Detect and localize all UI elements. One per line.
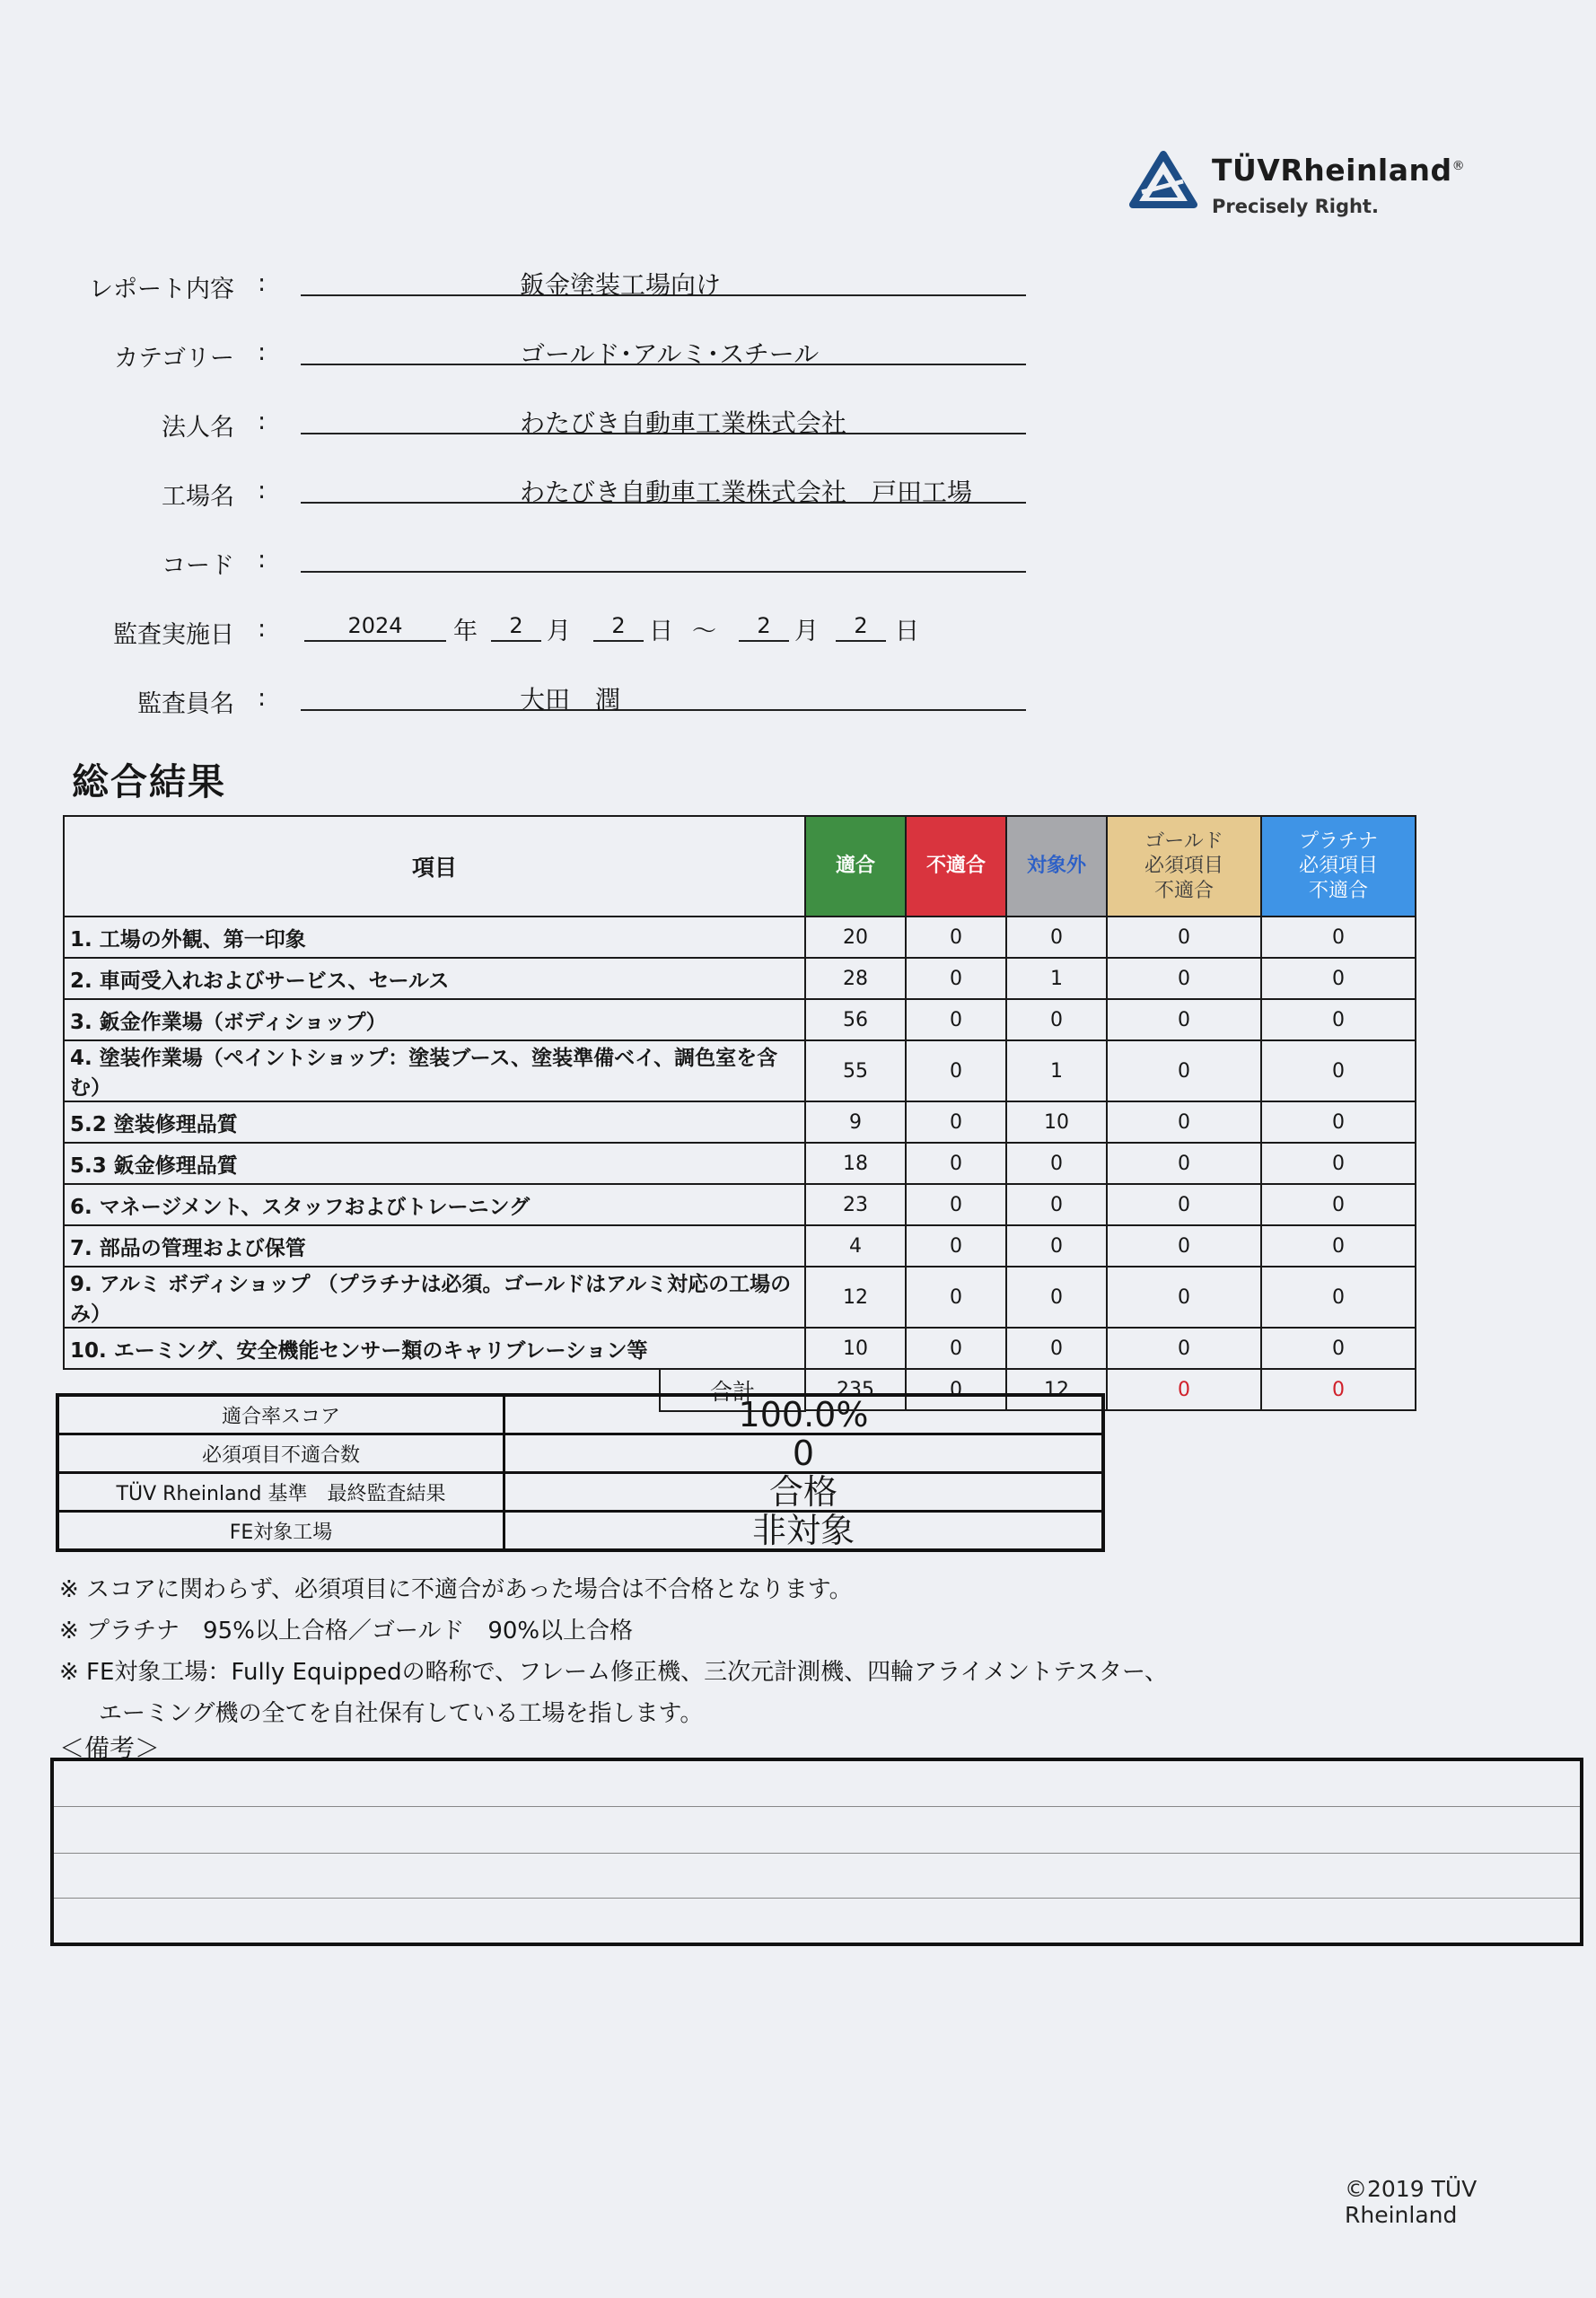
colon: :	[258, 338, 267, 366]
results-header-row	[64, 816, 1416, 917]
table-row	[64, 1040, 1416, 1101]
header-gold-mandatory-fail: ゴールド 必須項目 不適合	[1107, 816, 1261, 917]
colon: :	[258, 546, 267, 574]
header-pass: 適合	[805, 816, 906, 917]
tuv-rheinland-logo	[1129, 144, 1506, 224]
summary-value: 0	[504, 1434, 1104, 1473]
audit-date-row	[85, 602, 1037, 671]
summary-label: FE対象工場	[57, 1512, 504, 1551]
item-cell: 6. マネージメント、スタッフおよびトレーニング	[64, 1184, 805, 1225]
item-cell: 4. 塗装作業場（ペイントショップ：塗装ブース、塗装準備ベイ、調色室を含む）	[64, 1040, 805, 1101]
na-cell: 10	[1006, 1101, 1107, 1143]
total-pass-cell: 235	[805, 1369, 906, 1410]
pass-cell: 55	[805, 1040, 906, 1101]
fail-cell: 0	[906, 958, 1006, 999]
fail-cell: 0	[906, 1101, 1006, 1143]
year-unit: 年	[453, 618, 478, 645]
pass-cell: 28	[805, 958, 906, 999]
item-cell: 10. エーミング、安全機能センサー類のキャリブレーション等	[64, 1328, 805, 1369]
summary-label: 必須項目不適合数	[57, 1434, 504, 1473]
notes	[59, 1569, 1168, 1734]
platinum-cell: 0	[1261, 1328, 1416, 1369]
fail-cell: 0	[906, 1225, 1006, 1267]
audit-day-start: 2	[593, 608, 644, 642]
note-line: エーミング機の全てを自社保有している工場を指します。	[99, 1700, 704, 1727]
code-field	[301, 539, 1026, 573]
auditor-field: 大田 潤	[301, 677, 1026, 711]
platinum-cell: 0	[1261, 1143, 1416, 1184]
colon: :	[258, 477, 267, 504]
category-field: ゴールド･アルミ･スチール	[301, 331, 1026, 365]
table-row	[64, 1328, 1416, 1369]
pass-cell: 4	[805, 1225, 906, 1267]
fail-cell: 0	[906, 1267, 1006, 1328]
logo-tagline: Precisely Right.	[1212, 196, 1379, 217]
note-line: ※ スコアに関わらず、必須項目に不適合があった場合は不合格となります。	[59, 1576, 853, 1603]
na-cell: 0	[1006, 917, 1107, 958]
category-label: カテゴリー	[114, 345, 234, 373]
code-label: コード	[162, 552, 234, 580]
na-cell: 1	[1006, 1040, 1107, 1101]
month-unit: 月	[547, 618, 571, 645]
company-row	[85, 395, 1037, 464]
na-cell: 0	[1006, 1267, 1107, 1328]
day-unit: 日	[649, 618, 673, 645]
colon: :	[258, 269, 267, 297]
table-row	[64, 958, 1416, 999]
company-field: わたびき自動車工業株式会社	[301, 400, 1026, 434]
summary-row	[57, 1395, 1103, 1434]
remarks-line	[54, 1806, 1580, 1807]
gold-cell: 0	[1107, 917, 1261, 958]
colon: :	[258, 408, 267, 435]
fail-cell: 0	[906, 999, 1006, 1040]
header-not-applicable: 対象外	[1006, 816, 1107, 917]
table-row	[64, 999, 1416, 1040]
audit-day-end: 2	[836, 608, 886, 642]
total-platinum-cell: 0	[1261, 1369, 1416, 1410]
gold-cell: 0	[1107, 1143, 1261, 1184]
summary-table	[56, 1393, 1105, 1552]
gold-cell: 0	[1107, 958, 1261, 999]
platinum-cell: 0	[1261, 999, 1416, 1040]
pass-cell: 20	[805, 917, 906, 958]
gold-cell: 0	[1107, 1328, 1261, 1369]
na-cell: 0	[1006, 1143, 1107, 1184]
factory-field: わたびき自動車工業株式会社 戸田工場	[301, 469, 1026, 504]
table-row	[64, 917, 1416, 958]
platinum-cell: 0	[1261, 1184, 1416, 1225]
item-cell: 2. 車両受入れおよびサービス、セールス	[64, 958, 805, 999]
item-cell: 5.2 塗装修理品質	[64, 1101, 805, 1143]
fail-cell: 0	[906, 1328, 1006, 1369]
colon: :	[258, 615, 267, 643]
results-table	[63, 815, 1416, 1411]
date-range-tilde: ～	[692, 618, 716, 645]
code-row	[85, 533, 1037, 602]
summary-label: TÜV Rheinland 基準 最終監査結果	[57, 1473, 504, 1512]
copyright: ©2019 TÜV Rheinland	[1345, 2176, 1478, 2228]
na-cell: 1	[1006, 958, 1107, 999]
na-cell: 0	[1006, 1328, 1107, 1369]
remarks-label: ＜備考＞	[59, 1733, 161, 1763]
summary-body	[57, 1395, 1103, 1550]
section-title: 総合結果	[72, 760, 226, 803]
pass-cell: 9	[805, 1101, 906, 1143]
remarks-line	[54, 1853, 1580, 1854]
summary-value: 合格	[504, 1473, 1104, 1512]
table-row	[64, 1101, 1416, 1143]
report-content-row	[85, 257, 1037, 326]
platinum-cell: 0	[1261, 917, 1416, 958]
audit-date-label: 監査実施日	[113, 621, 234, 649]
header-platinum-mandatory-fail: プラチナ 必須項目 不適合	[1261, 816, 1416, 917]
auditor-row	[85, 671, 1037, 741]
pass-cell: 18	[805, 1143, 906, 1184]
table-row	[64, 1267, 1416, 1328]
total-label: 合計	[659, 1368, 806, 1412]
na-cell: 0	[1006, 999, 1107, 1040]
total-na-cell: 12	[1006, 1369, 1107, 1410]
gold-cell: 0	[1107, 1267, 1261, 1328]
note-line: ※ FE対象工場：Fully Equippedの略称で、フレーム修正機、三次元計測機、四輪アライメントテスター、	[59, 1659, 1169, 1686]
gold-cell: 0	[1107, 1101, 1261, 1143]
gold-cell: 0	[1107, 1040, 1261, 1101]
total-gold-cell: 0	[1107, 1369, 1261, 1410]
company-label: 法人名	[162, 414, 234, 442]
remarks-box	[50, 1758, 1583, 1946]
item-cell: 3. 鈑金作業場（ボディショップ）	[64, 999, 805, 1040]
summary-row	[57, 1512, 1103, 1551]
summary-value: 非対象	[504, 1512, 1104, 1551]
report-content-field: 鈑金塗装工場向け	[301, 262, 1026, 296]
pass-cell: 12	[805, 1267, 906, 1328]
fail-cell: 0	[906, 1143, 1006, 1184]
total-fail-cell: 0	[906, 1369, 1006, 1410]
audit-month-start: 2	[491, 608, 541, 642]
report-content-label: レポート内容	[89, 276, 234, 303]
audit-year: 2024	[304, 608, 446, 642]
factory-row	[85, 464, 1037, 533]
summary-value: 100.0%	[504, 1395, 1104, 1434]
summary-label: 適合率スコア	[57, 1395, 504, 1434]
day-unit: 日	[895, 618, 919, 645]
table-row	[64, 1225, 1416, 1267]
na-cell: 0	[1006, 1225, 1107, 1267]
pass-cell: 10	[805, 1328, 906, 1369]
logo-name: TÜVRheinland®	[1212, 153, 1466, 188]
header-fail: 不適合	[906, 816, 1006, 917]
summary-row	[57, 1473, 1103, 1512]
factory-label: 工場名	[162, 483, 234, 511]
remarks-line	[54, 1898, 1580, 1899]
report-header-form	[85, 257, 1037, 741]
item-cell: 7. 部品の管理および保管	[64, 1225, 805, 1267]
pass-cell: 56	[805, 999, 906, 1040]
table-row	[64, 1184, 1416, 1225]
gold-cell: 0	[1107, 999, 1261, 1040]
item-cell: 1. 工場の外観、第一印象	[64, 917, 805, 958]
month-unit: 月	[794, 618, 819, 645]
item-cell: 5.3 鈑金修理品質	[64, 1143, 805, 1184]
platinum-cell: 0	[1261, 1101, 1416, 1143]
category-row	[85, 326, 1037, 395]
platinum-cell: 0	[1261, 1225, 1416, 1267]
fail-cell: 0	[906, 1040, 1006, 1101]
platinum-cell: 0	[1261, 958, 1416, 999]
platinum-cell: 0	[1261, 1267, 1416, 1328]
audit-month-end: 2	[739, 608, 789, 642]
auditor-label: 監査員名	[137, 690, 234, 718]
platinum-cell: 0	[1261, 1040, 1416, 1101]
results-body	[64, 917, 1416, 1410]
na-cell: 0	[1006, 1184, 1107, 1225]
note-line: ※ プラチナ 95%以上合格／ゴールド 90%以上合格	[59, 1618, 634, 1645]
fail-cell: 0	[906, 917, 1006, 958]
table-row	[64, 1143, 1416, 1184]
fail-cell: 0	[906, 1184, 1006, 1225]
colon: :	[258, 684, 267, 712]
item-cell: 9. アルミ ボディショップ （プラチナは必須。ゴールドはアルミ対応の工場のみ）	[64, 1267, 805, 1328]
gold-cell: 0	[1107, 1225, 1261, 1267]
header-item: 項目	[64, 816, 805, 917]
triangle-logo-icon	[1129, 151, 1197, 208]
summary-row	[57, 1434, 1103, 1473]
gold-cell: 0	[1107, 1184, 1261, 1225]
pass-cell: 23	[805, 1184, 906, 1225]
